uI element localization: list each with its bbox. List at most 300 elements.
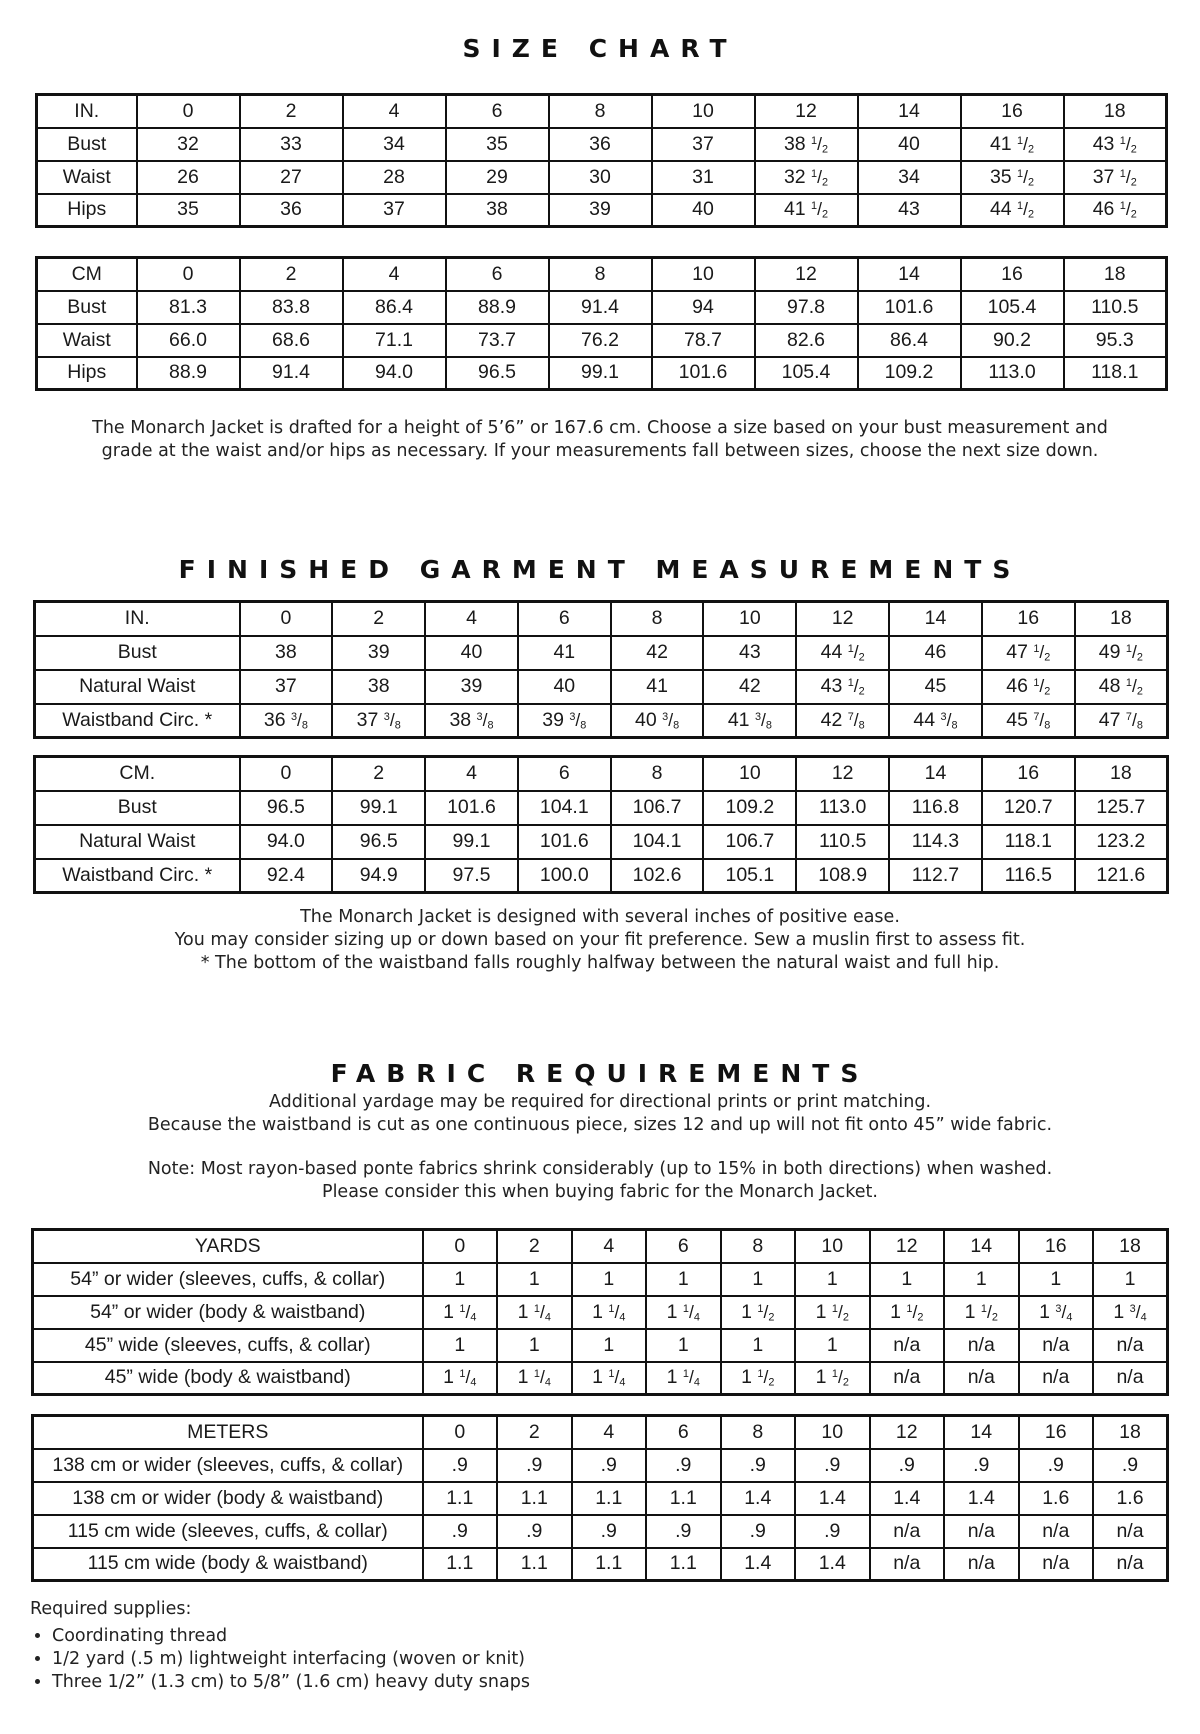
value-cell: 47 $^7/_8$ [1075,704,1168,738]
value-cell: 1 $^1/_4$ [572,1362,647,1395]
row-label-cell: Bust [37,291,137,324]
fraction: $^1/_2$ [1119,199,1137,221]
value-cell: 1 [721,1263,796,1296]
value-cell: 26 [137,161,240,194]
fabric-note-line: Please consider this when buying fabric for the Monarch Jacket. [322,1182,878,1202]
value-cell: 76.2 [549,324,652,357]
fraction: $^3/_8$ [476,709,494,732]
value-cell: 96.5 [240,791,333,825]
value-cell: n/a [944,1515,1019,1548]
value-cell: 0 [137,258,240,291]
value-cell: 1 [1093,1263,1168,1296]
value-cell: 2 [332,757,425,791]
value-cell: n/a [1093,1329,1168,1362]
value-cell: 1 $^1/_2$ [795,1296,870,1329]
value-cell: 16 [982,602,1075,636]
table-row [37,194,1167,227]
value-cell: 4 [425,602,518,636]
value-cell: n/a [944,1329,1019,1362]
value-cell: 109.2 [703,791,796,825]
value-cell: 38 [240,636,333,670]
table-row [37,357,1167,390]
value-cell: 39 [332,636,425,670]
value-cell: 31 [652,161,755,194]
fabric-yards-table [31,1228,1169,1396]
value-cell: 68.6 [240,324,343,357]
fraction: $^7/_8$ [1125,709,1143,732]
row-label-cell: Natural Waist [35,670,240,704]
value-cell: 88.9 [137,357,240,390]
value-cell: 83.8 [240,291,343,324]
header-row [35,757,1168,791]
value-cell: 10 [795,1230,870,1263]
table-row [35,670,1168,704]
finished-garment-title: FINISHED GARMENT MEASUREMENTS [178,555,1022,584]
value-cell: 1 $^1/_4$ [423,1296,498,1329]
required-supplies [30,1598,530,1694]
fraction: $^7/_8$ [847,709,865,732]
value-cell: 1 [1019,1263,1094,1296]
value-cell: 46 $^1/_2$ [982,670,1075,704]
value-cell: 16 [1019,1230,1094,1263]
value-cell: 0 [423,1416,498,1449]
value-cell: 18 [1064,95,1167,128]
value-cell: 43 [703,636,796,670]
value-cell: 8 [721,1416,796,1449]
value-cell: 1.1 [646,1548,721,1581]
value-cell: n/a [870,1515,945,1548]
value-cell: 29 [446,161,549,194]
fraction: $^1/_4$ [533,1367,551,1389]
value-cell: 1 $^1/_4$ [497,1296,572,1329]
table-row [33,1362,1168,1395]
fabric-note-line: Note: Most rayon-based ponte fabrics shrink considerably (up to 15% in both directions) when washed. [147,1159,1053,1179]
value-cell: 44 $^3/_8$ [889,704,982,738]
value-cell: 39 [425,670,518,704]
fraction: $^3/_8$ [383,709,401,732]
table-row [35,791,1168,825]
value-cell: 91.4 [240,357,343,390]
value-cell: 41 [518,636,611,670]
fraction: $^7/_8$ [1033,709,1051,732]
fraction: $^3/_8$ [569,709,587,732]
value-cell: 40 [518,670,611,704]
row-label-cell: Waistband Circ. * [35,704,240,738]
finished-garment-cm-table [33,755,1169,894]
fabric-requirements-title: FABRIC REQUIREMENTS [330,1059,870,1088]
value-cell: 110.5 [796,825,889,859]
value-cell: 73.7 [446,324,549,357]
value-cell: 6 [518,602,611,636]
value-cell: 10 [652,258,755,291]
value-cell: 1 [795,1329,870,1362]
value-cell: 99.1 [425,825,518,859]
value-cell: .9 [497,1515,572,1548]
row-label-cell: Waist [37,324,137,357]
value-cell: 113.0 [961,357,1064,390]
fraction: $^1/_2$ [847,642,865,664]
size-chart-note [0,417,1200,463]
supply-item: • Coordinating thread [52,1625,530,1648]
fraction: $^1/_2$ [831,1301,849,1324]
value-cell: 99.1 [549,357,652,390]
value-cell: 42 [611,636,704,670]
value-cell: 94.0 [343,357,446,390]
value-cell: 38 $^1/_2$ [755,128,858,161]
fraction: $^3/_4$ [1129,1301,1147,1324]
value-cell: 109.2 [858,357,961,390]
supplies-list [30,1625,530,1694]
value-cell: 101.6 [425,791,518,825]
value-cell: .9 [721,1449,796,1482]
row-label-cell: 45” wide (body & waistband) [33,1362,423,1395]
value-cell: 44 $^1/_2$ [961,194,1064,227]
value-cell: 40 [652,194,755,227]
value-cell: 105.1 [703,859,796,893]
value-cell: 118.1 [982,825,1075,859]
value-cell: 42 $^7/_8$ [796,704,889,738]
value-cell: n/a [1019,1548,1094,1581]
fraction: $^1/_4$ [459,1301,477,1324]
table-row [37,291,1167,324]
value-cell: 90.2 [961,324,1064,357]
table-row [33,1296,1168,1329]
value-cell: 16 [961,95,1064,128]
row-label-cell: IN. [35,602,240,636]
value-cell: .9 [572,1449,647,1482]
value-cell: 44 $^1/_2$ [796,636,889,670]
value-cell: 86.4 [343,291,446,324]
value-cell: 14 [944,1416,1019,1449]
row-label-cell: Waistband Circ. * [35,859,240,893]
table-row [35,636,1168,670]
value-cell: 114.3 [889,825,982,859]
value-cell: 1 [646,1263,721,1296]
value-cell: 1 $^1/_4$ [572,1296,647,1329]
row-label-cell: 138 cm or wider (sleeves, cuffs, & collar) [33,1449,423,1482]
fraction: $^1/_2$ [1033,676,1051,698]
value-cell: 112.7 [889,859,982,893]
value-cell: 18 [1075,757,1168,791]
value-cell: 96.5 [332,825,425,859]
value-cell: 1.1 [646,1482,721,1515]
value-cell: 10 [703,757,796,791]
value-cell: 8 [611,602,704,636]
value-cell: 2 [497,1230,572,1263]
value-cell: 116.8 [889,791,982,825]
value-cell: 2 [240,95,343,128]
value-cell: 36 $^3/_8$ [240,704,333,738]
value-cell: 12 [796,757,889,791]
table-row [37,324,1167,357]
value-cell: n/a [870,1548,945,1581]
value-cell: 92.4 [240,859,333,893]
value-cell: 43 $^1/_2$ [796,670,889,704]
row-label-cell: Waist [37,161,137,194]
fabric-intro [0,1091,1200,1137]
value-cell: 110.5 [1064,291,1167,324]
value-cell: 42 [703,670,796,704]
value-cell: 0 [423,1230,498,1263]
table-row [35,704,1168,738]
value-cell: 38 [446,194,549,227]
value-cell: 1 [497,1263,572,1296]
row-label-cell: CM [37,258,137,291]
value-cell: 18 [1093,1416,1168,1449]
value-cell: 1.4 [721,1548,796,1581]
fabric-note [0,1158,1200,1204]
value-cell: 116.5 [982,859,1075,893]
value-cell: n/a [1019,1515,1094,1548]
value-cell: 37 [240,670,333,704]
value-cell: 86.4 [858,324,961,357]
value-cell: 106.7 [611,791,704,825]
value-cell: 1 [646,1329,721,1362]
value-cell: 94.0 [240,825,333,859]
fraction: $^1/_4$ [682,1301,700,1324]
value-cell: 113.0 [796,791,889,825]
value-cell: 14 [889,757,982,791]
fraction: $^1/_2$ [906,1301,924,1324]
value-cell: 27 [240,161,343,194]
header-row [33,1230,1168,1263]
value-cell: 37 $^1/_2$ [1064,161,1167,194]
value-cell: 1.1 [497,1482,572,1515]
fraction: $^3/_8$ [940,709,958,732]
fraction: $^1/_2$ [1033,642,1051,664]
value-cell: 8 [721,1230,796,1263]
value-cell: 32 [137,128,240,161]
value-cell: 0 [240,757,333,791]
value-cell: n/a [944,1548,1019,1581]
value-cell: 1 [944,1263,1019,1296]
value-cell: 48 $^1/_2$ [1075,670,1168,704]
value-cell: 96.5 [446,357,549,390]
size-chart-title: SIZE CHART [462,34,738,63]
row-label-cell: Hips [37,357,137,390]
value-cell: 1 $^1/_4$ [423,1362,498,1395]
value-cell: 8 [549,95,652,128]
fraction: $^1/_2$ [1017,133,1035,156]
header-row [35,602,1168,636]
value-cell: 40 [858,128,961,161]
fraction: $^3/_8$ [754,709,772,732]
value-cell: n/a [1093,1515,1168,1548]
value-cell: 1.1 [497,1548,572,1581]
value-cell: 0 [137,95,240,128]
value-cell: 101.6 [652,357,755,390]
value-cell: 2 [332,602,425,636]
value-cell: 35 $^1/_2$ [961,161,1064,194]
fraction: $^1/_2$ [811,133,829,156]
value-cell: 1 $^3/_4$ [1019,1296,1094,1329]
fraction: $^1/_2$ [1017,199,1035,221]
value-cell: .9 [423,1515,498,1548]
value-cell: 46 $^1/_2$ [1064,194,1167,227]
row-label-cell: 54” or wider (sleeves, cuffs, & collar) [33,1263,423,1296]
fraction: $^1/_4$ [608,1367,626,1389]
value-cell: 8 [549,258,652,291]
value-cell: 0 [240,602,333,636]
value-cell: 6 [446,258,549,291]
value-cell: 30 [549,161,652,194]
value-cell: 118.1 [1064,357,1167,390]
value-cell: 97.5 [425,859,518,893]
value-cell: 94 [652,291,755,324]
row-label-cell: IN. [37,95,137,128]
value-cell: n/a [1019,1329,1094,1362]
fraction: $^1/_2$ [1125,676,1143,698]
fraction: $^1/_2$ [757,1367,775,1389]
value-cell: 39 $^3/_8$ [518,704,611,738]
header-row [37,258,1167,291]
value-cell: .9 [795,1449,870,1482]
value-cell: 102.6 [611,859,704,893]
value-cell: 34 [343,128,446,161]
value-cell: 41 $^3/_8$ [703,704,796,738]
value-cell: 10 [703,602,796,636]
value-cell: 39 [549,194,652,227]
fabric-meters-table [31,1414,1169,1582]
value-cell: 106.7 [703,825,796,859]
value-cell: 1.1 [423,1482,498,1515]
value-cell: .9 [1093,1449,1168,1482]
value-cell: 47 $^1/_2$ [982,636,1075,670]
table-row [33,1482,1168,1515]
row-label-cell: Bust [35,636,240,670]
value-cell: 100.0 [518,859,611,893]
value-cell: 105.4 [961,291,1064,324]
fraction: $^1/_2$ [811,166,829,189]
value-cell: 12 [796,602,889,636]
value-cell: 16 [982,757,1075,791]
size-chart-inches-table [35,93,1168,228]
value-cell: 4 [343,258,446,291]
value-cell: 105.4 [755,357,858,390]
value-cell: 104.1 [611,825,704,859]
value-cell: n/a [1093,1362,1168,1395]
value-cell: 1 [795,1263,870,1296]
value-cell: 1.1 [572,1548,647,1581]
table-row [35,825,1168,859]
fraction: $^1/_4$ [682,1367,700,1389]
value-cell: .9 [497,1449,572,1482]
value-cell: 125.7 [1075,791,1168,825]
value-cell: 1 $^1/_2$ [944,1296,1019,1329]
row-label-cell: 115 cm wide (sleeves, cuffs, & collar) [33,1515,423,1548]
value-cell: 97.8 [755,291,858,324]
fraction: $^1/_2$ [757,1301,775,1324]
value-cell: 1 [572,1263,647,1296]
value-cell: .9 [572,1515,647,1548]
value-cell: 108.9 [796,859,889,893]
value-cell: 37 [652,128,755,161]
value-cell: 32 $^1/_2$ [755,161,858,194]
supplies-heading: Required supplies: [30,1599,192,1619]
value-cell: 4 [572,1416,647,1449]
value-cell: 2 [497,1416,572,1449]
value-cell: n/a [870,1362,945,1395]
fraction: $^1/_4$ [533,1301,551,1324]
value-cell: 101.6 [518,825,611,859]
value-cell: 10 [795,1416,870,1449]
value-cell: .9 [870,1449,945,1482]
table-row [33,1449,1168,1482]
row-label-cell: CM. [35,757,240,791]
value-cell: 2 [240,258,343,291]
value-cell: 16 [1019,1416,1094,1449]
header-row [37,95,1167,128]
value-cell: 6 [646,1416,721,1449]
value-cell: .9 [944,1449,1019,1482]
value-cell: 8 [611,757,704,791]
value-cell: 1 [721,1329,796,1362]
finished-garment-note-line: The Monarch Jacket is designed with several inches of positive ease. [300,907,900,927]
value-cell: 1 $^3/_4$ [1093,1296,1168,1329]
value-cell: 12 [870,1416,945,1449]
value-cell: 1 [497,1329,572,1362]
value-cell: 12 [755,258,858,291]
value-cell: 104.1 [518,791,611,825]
size-chart-note-line: The Monarch Jacket is drafted for a height of 5’6” or 167.6 cm. Choose a size based on your bust measurement and [92,418,1108,438]
value-cell: 1.6 [1019,1482,1094,1515]
value-cell: 18 [1064,258,1167,291]
supply-item: • Three 1/2” (1.3 cm) to 5/8” (1.6 cm) heavy duty snaps [52,1671,530,1694]
value-cell: n/a [1019,1362,1094,1395]
value-cell: 1.4 [870,1482,945,1515]
value-cell: 36 [549,128,652,161]
value-cell: 40 $^3/_8$ [611,704,704,738]
value-cell: 82.6 [755,324,858,357]
value-cell: 1 $^1/_2$ [721,1362,796,1395]
value-cell: 43 $^1/_2$ [1064,128,1167,161]
value-cell: 1.4 [795,1548,870,1581]
value-cell: 1 [423,1329,498,1362]
value-cell: 18 [1093,1230,1168,1263]
value-cell: 34 [858,161,961,194]
fraction: $^1/_2$ [1119,166,1137,189]
value-cell: 1 $^1/_2$ [721,1296,796,1329]
finished-garment-inches-table [33,600,1169,739]
fraction: $^3/_8$ [290,709,308,732]
value-cell: 1 $^1/_4$ [646,1362,721,1395]
value-cell: 41 $^1/_2$ [755,194,858,227]
value-cell: 6 [518,757,611,791]
value-cell: 1.4 [944,1482,1019,1515]
value-cell: 14 [858,258,961,291]
value-cell: 66.0 [137,324,240,357]
value-cell: 123.2 [1075,825,1168,859]
supply-item: • 1/2 yard (.5 m) lightweight interfacing (woven or knit) [52,1648,530,1671]
value-cell: 1.1 [423,1548,498,1581]
fraction: $^3/_4$ [1055,1301,1073,1324]
row-label-cell: Bust [37,128,137,161]
value-cell: 35 [137,194,240,227]
value-cell: 41 $^1/_2$ [961,128,1064,161]
value-cell: 38 $^3/_8$ [425,704,518,738]
value-cell: n/a [1093,1548,1168,1581]
fraction: $^1/_2$ [1017,166,1035,189]
fabric-intro-line: Additional yardage may be required for directional prints or print matching. [268,1092,932,1112]
value-cell: 4 [572,1230,647,1263]
value-cell: 91.4 [549,291,652,324]
value-cell: 12 [755,95,858,128]
table-row [33,1263,1168,1296]
size-chart-cm-table [35,256,1168,391]
value-cell: 101.6 [858,291,961,324]
fraction: $^1/_2$ [1125,642,1143,664]
value-cell: 1 [870,1263,945,1296]
